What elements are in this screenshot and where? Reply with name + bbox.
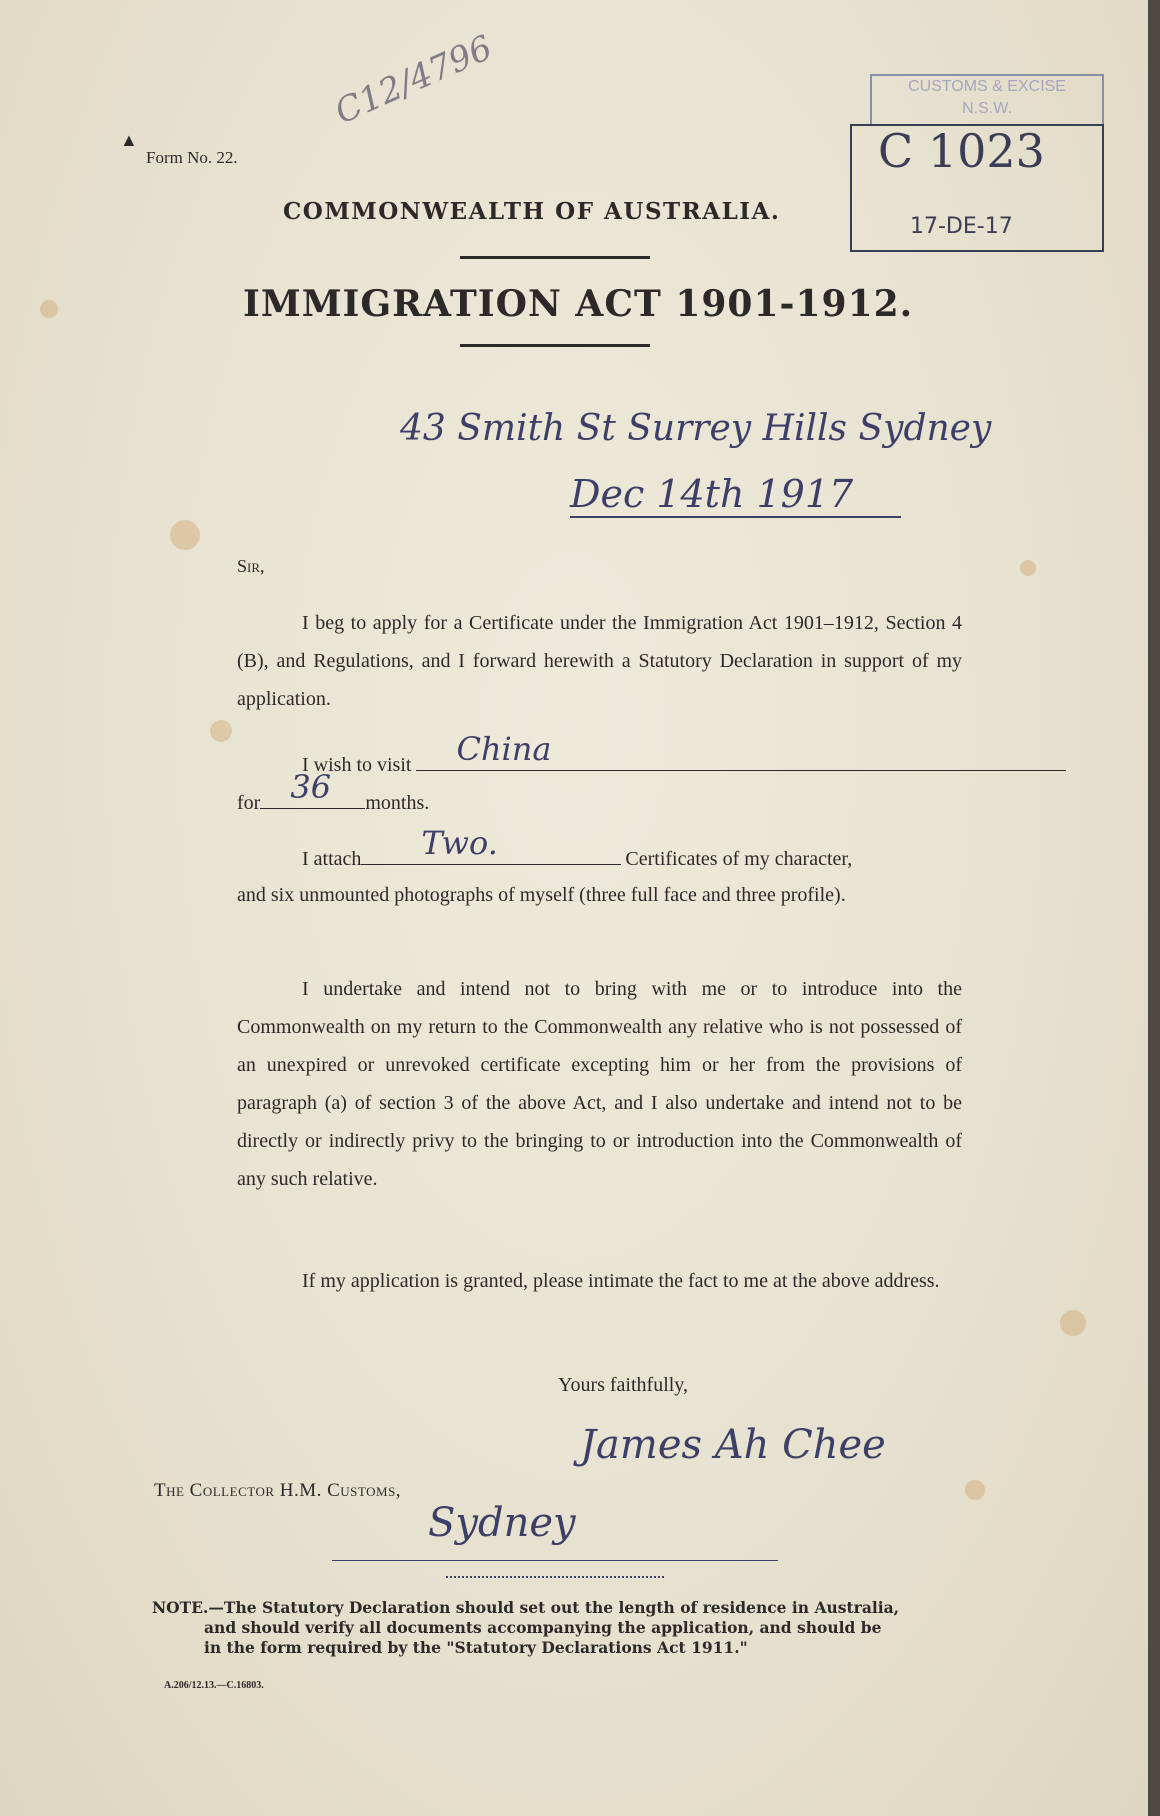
duration-line: for 36 months. xyxy=(237,768,430,814)
handwritten-count: Two. xyxy=(421,824,498,862)
handwritten-address: 43 Smith St Surrey Hills Sydney xyxy=(400,408,992,449)
form-marker-icon: ▲ xyxy=(120,130,138,150)
print-reference: A.206/12.13.—C.16803. xyxy=(164,1680,264,1691)
stain-mark xyxy=(170,520,200,550)
form-number: Form No. 22. xyxy=(146,148,238,167)
document-heading: COMMONWEALTH OF AUSTRALIA. xyxy=(283,198,781,225)
footnote: NOTE.—The Statutory Declaration should set out the length of residence in Australia, and should verify all documents accompanying the application, and should be in the form required by the "Statutory Declarations Act 1911." xyxy=(152,1598,900,1657)
pencil-annotation: C12/4796 xyxy=(329,27,499,133)
visit-line: I wish to visit China xyxy=(302,748,1066,777)
handwritten-duration: 36 xyxy=(290,768,332,806)
stamp-date: 17-DE-17 xyxy=(910,214,1013,239)
duration-field xyxy=(260,768,365,809)
stain-mark xyxy=(40,300,58,318)
signature: James Ah Chee xyxy=(580,1422,886,1468)
customs-stamp xyxy=(850,74,1102,252)
stain-mark xyxy=(1060,1310,1086,1336)
divider xyxy=(460,344,650,347)
addressee-city: Sydney xyxy=(428,1500,576,1546)
divider xyxy=(332,1560,778,1561)
salutation: Sir, xyxy=(237,556,265,576)
attach-line: I attach Two. Certificates of my character, xyxy=(302,824,853,870)
act-title: IMMIGRATION ACT 1901-1912. xyxy=(243,283,914,325)
paragraph-undertaking: I undertake and intend not to bring with me or to introduce into the Commonwealth on my return to the Commonwealth any relative who is not possessed of an unexpired or unrevoked certificate excepting him or her from the provisions of paragraph (a) of section 3 of the above Act, and I also undertake and intend not to be directly or indirectly privy to the bringing to or introduction into the Commonwealth of any such relative. xyxy=(237,978,962,1190)
visit-destination-field xyxy=(416,730,1066,771)
stain-mark xyxy=(1020,560,1036,576)
stamp-number: C 1023 xyxy=(878,124,1045,178)
stain-mark xyxy=(965,1480,985,1500)
page-edge xyxy=(1148,0,1160,1816)
underline-flourish xyxy=(446,1570,664,1578)
closing: Yours faithfully, xyxy=(558,1374,689,1396)
addressee: The Collector H.M. Customs, xyxy=(154,1480,402,1501)
paragraph-granted: If my application is granted, please intimate the fact to me at the above address. xyxy=(302,1270,940,1292)
stain-mark xyxy=(210,720,232,742)
handwritten-destination: China xyxy=(456,730,552,768)
paragraph-application: I beg to apply for a Certificate under the Immigration Act 1901–1912, Section 4 (B), and Regulations, and I forward herewith a Statutory Declaration in support of my application. xyxy=(237,612,962,710)
stamp-header: CUSTOMS & EXCISE N.S.W. xyxy=(870,74,1104,126)
attach-count-field xyxy=(361,824,621,865)
attach-continuation: and six unmounted photographs of myself (three full face and three profile). xyxy=(237,884,846,906)
handwritten-date: Dec 14th 1917 xyxy=(570,472,901,518)
divider xyxy=(460,256,650,259)
